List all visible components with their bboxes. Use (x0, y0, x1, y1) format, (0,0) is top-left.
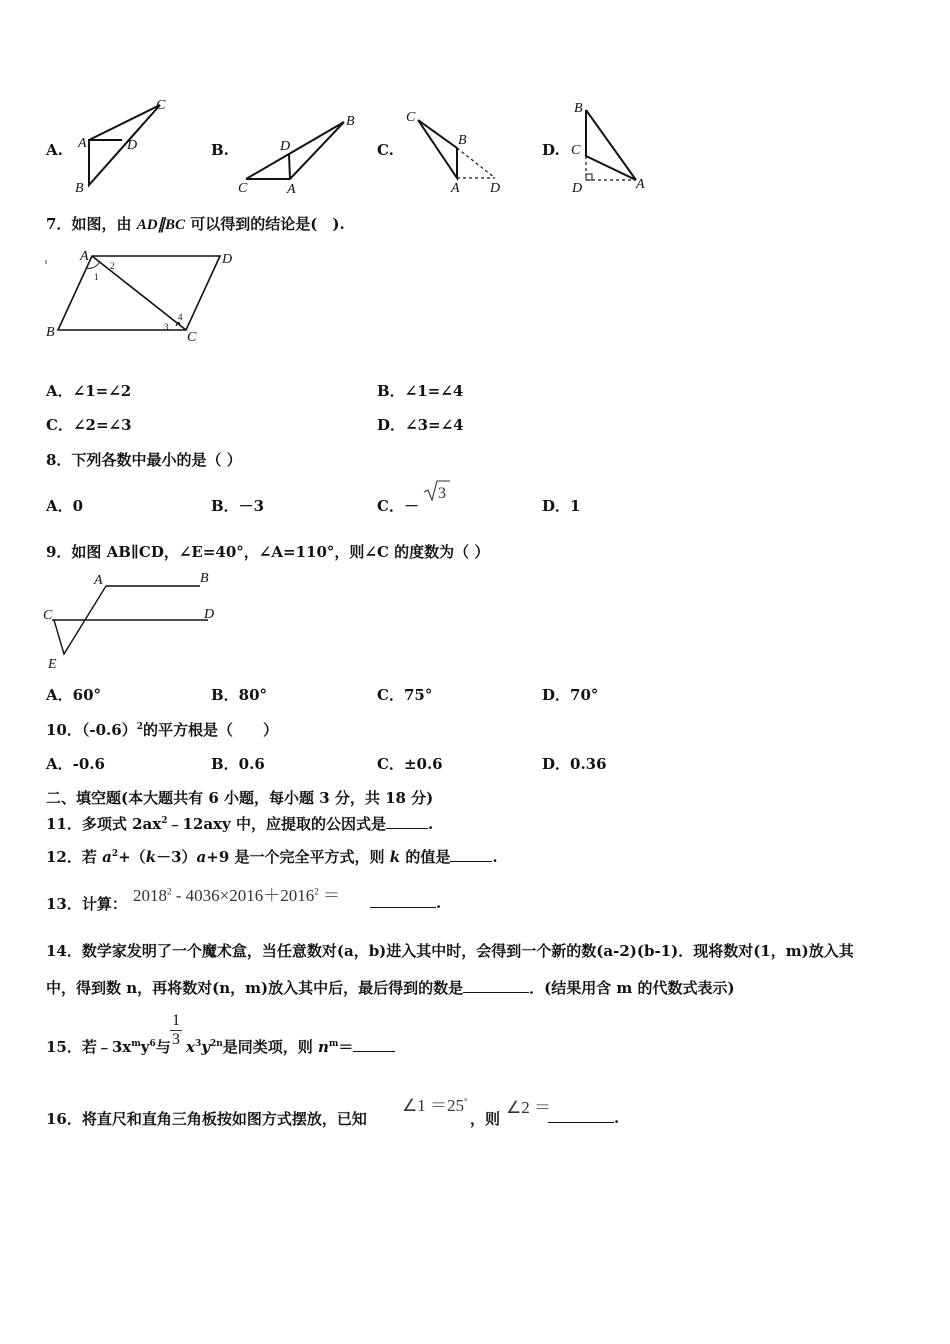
q9-label-d: D (204, 607, 215, 622)
q15-fraction: 1 3 (172, 1012, 180, 1048)
q6-option-c: C. (377, 141, 394, 159)
q6-figure-b (236, 108, 366, 198)
q7-option-d: D．∠3=∠4 (377, 416, 464, 434)
q9-option-c: C．75° (377, 686, 433, 704)
q6b-label-a: A (287, 182, 296, 197)
q9-label-b: B (200, 571, 209, 586)
q8-option-a: A．0 (46, 497, 84, 515)
q11-stem: 11．多项式 $2ax^2﹣12axy$ 中，应提取的公因式是 . (46, 815, 434, 833)
q15-answer-blank[interactable] (353, 1037, 395, 1052)
q12-answer-blank[interactable] (450, 847, 492, 862)
q7-option-c: C．∠2=∠3 (46, 416, 132, 434)
q6-option-a: A. (46, 141, 63, 159)
q8-sqrt-3 (422, 478, 452, 504)
q6b-label-c: C (238, 181, 248, 196)
q9-label-c: C (43, 608, 53, 623)
q6-option-b: B. (211, 141, 229, 159)
q6c-label-c: C (406, 110, 416, 125)
q10-stem: 10．$(-0.6)^2$的平方根是（ ） (46, 721, 278, 739)
q6c-label-a: A (451, 181, 460, 196)
q6-figure-c (400, 106, 510, 198)
q12-stem: 12．若 $a^2+(k-3)a+9$ 是一个完全平方式，则 k 的值是 . (46, 848, 498, 866)
q13-label: 13．计算： (46, 895, 127, 913)
q7-label-d: D (222, 252, 233, 267)
q16-ask-angle: ∠2 ＝ (506, 1098, 551, 1117)
q15-stem: 15．若$﹣3x^my^6$与 (46, 1038, 171, 1056)
q7-label-3: 3 (164, 322, 169, 332)
q15-stem-tail: $x^3y^{2n}$是同类项，则 $n^m=$ (186, 1036, 395, 1057)
q7-label-2: 2 (110, 261, 115, 271)
q7-label-b: B (46, 325, 55, 340)
q14-line1: 14．数学家发明了一个魔术盒，当任意数对(a，b)进入其中时，会得到一个新的数(a-2)(b-1)．现将数对(1，m)放入其 (46, 942, 854, 960)
q10-option-d: D．0.36 (542, 755, 607, 773)
q6a-label-b: B (75, 181, 84, 196)
q8-stem: 8．下列各数中最小的是（ ） (46, 451, 242, 469)
q7-label-a: A (80, 249, 89, 264)
q6c-label-b: B (458, 133, 467, 148)
q6a-label-a: A (78, 136, 87, 151)
q16-stem: 16．将直尺和直角三角板按如图方式摆放，已知 (46, 1110, 367, 1128)
q6d-label-a: A (636, 177, 645, 192)
q6d-label-c: C (571, 143, 581, 158)
q13-expression: $2018^2 - 4036\times 2016+2016^2$ ＝ (133, 886, 340, 905)
q7-figure-parallelogram (40, 246, 250, 346)
q14-line2: 中，得到数 n，再将数对(n，m)放入其中后，最后得到的数是 ．(结果用含 m 的代数式表示) (46, 979, 735, 997)
q6d-label-d: D (572, 181, 583, 196)
q7-option-b: B．∠1=∠4 (377, 382, 464, 400)
q7-label-4: 4 (178, 312, 183, 322)
q13-answer-blank[interactable] (370, 893, 436, 908)
q16-then: ，则 (470, 1110, 501, 1128)
q10-option-c: C．±0.6 (377, 755, 443, 773)
q6d-label-b: B (574, 101, 583, 116)
q6b-label-d: D (280, 139, 291, 154)
q8-option-c: C．－ (377, 497, 419, 515)
q8-option-b: B．－3 (211, 497, 265, 515)
q9-label-a: A (94, 573, 103, 588)
q9-stem: 9．如图 AB∥CD，∠E=40°，∠A=110°，则∠C 的度数为（ ） (46, 543, 490, 561)
q7-stem: 7．如图，由 AD∥BC 可以得到的结论是( ). (46, 215, 345, 233)
q6-figure-a (70, 95, 180, 197)
q6a-label-d: D (127, 138, 138, 153)
q9-option-a: A．60° (46, 686, 102, 704)
q16-given-angle: ∠1 ＝25° (402, 1096, 468, 1115)
q9-figure (40, 568, 230, 672)
q13-answer: . (370, 893, 441, 912)
q10-option-b: B．0.6 (211, 755, 265, 773)
q11-answer-blank[interactable] (386, 814, 428, 829)
q7-option-a: A．∠1=∠2 (46, 382, 132, 400)
q6b-label-b: B (346, 114, 355, 129)
q7-label-c: C (187, 330, 197, 345)
q8-option-d: D．1 (542, 497, 581, 515)
q9-label-e: E (48, 657, 57, 672)
q10-option-a: A．-0.6 (46, 755, 105, 773)
q16-answer-blank[interactable] (548, 1108, 614, 1123)
q16-answer: . (548, 1108, 619, 1127)
q9-option-d: D．70° (542, 686, 599, 704)
q6c-label-d: D (490, 181, 501, 196)
section2-heading: 二、填空题(本大题共有 6 小题，每小题 3 分，共 18 分) (46, 789, 434, 807)
q9-option-b: B．80° (211, 686, 268, 704)
q6-figure-d (566, 96, 656, 198)
q14-answer-blank[interactable] (463, 978, 529, 993)
q7-label-1: 1 (94, 272, 99, 282)
q6a-label-c: C (156, 98, 166, 113)
svg-text:3: 3 (438, 485, 446, 502)
q6-option-d: D. (542, 141, 560, 159)
q7-condition: AD∥BC (136, 217, 186, 233)
